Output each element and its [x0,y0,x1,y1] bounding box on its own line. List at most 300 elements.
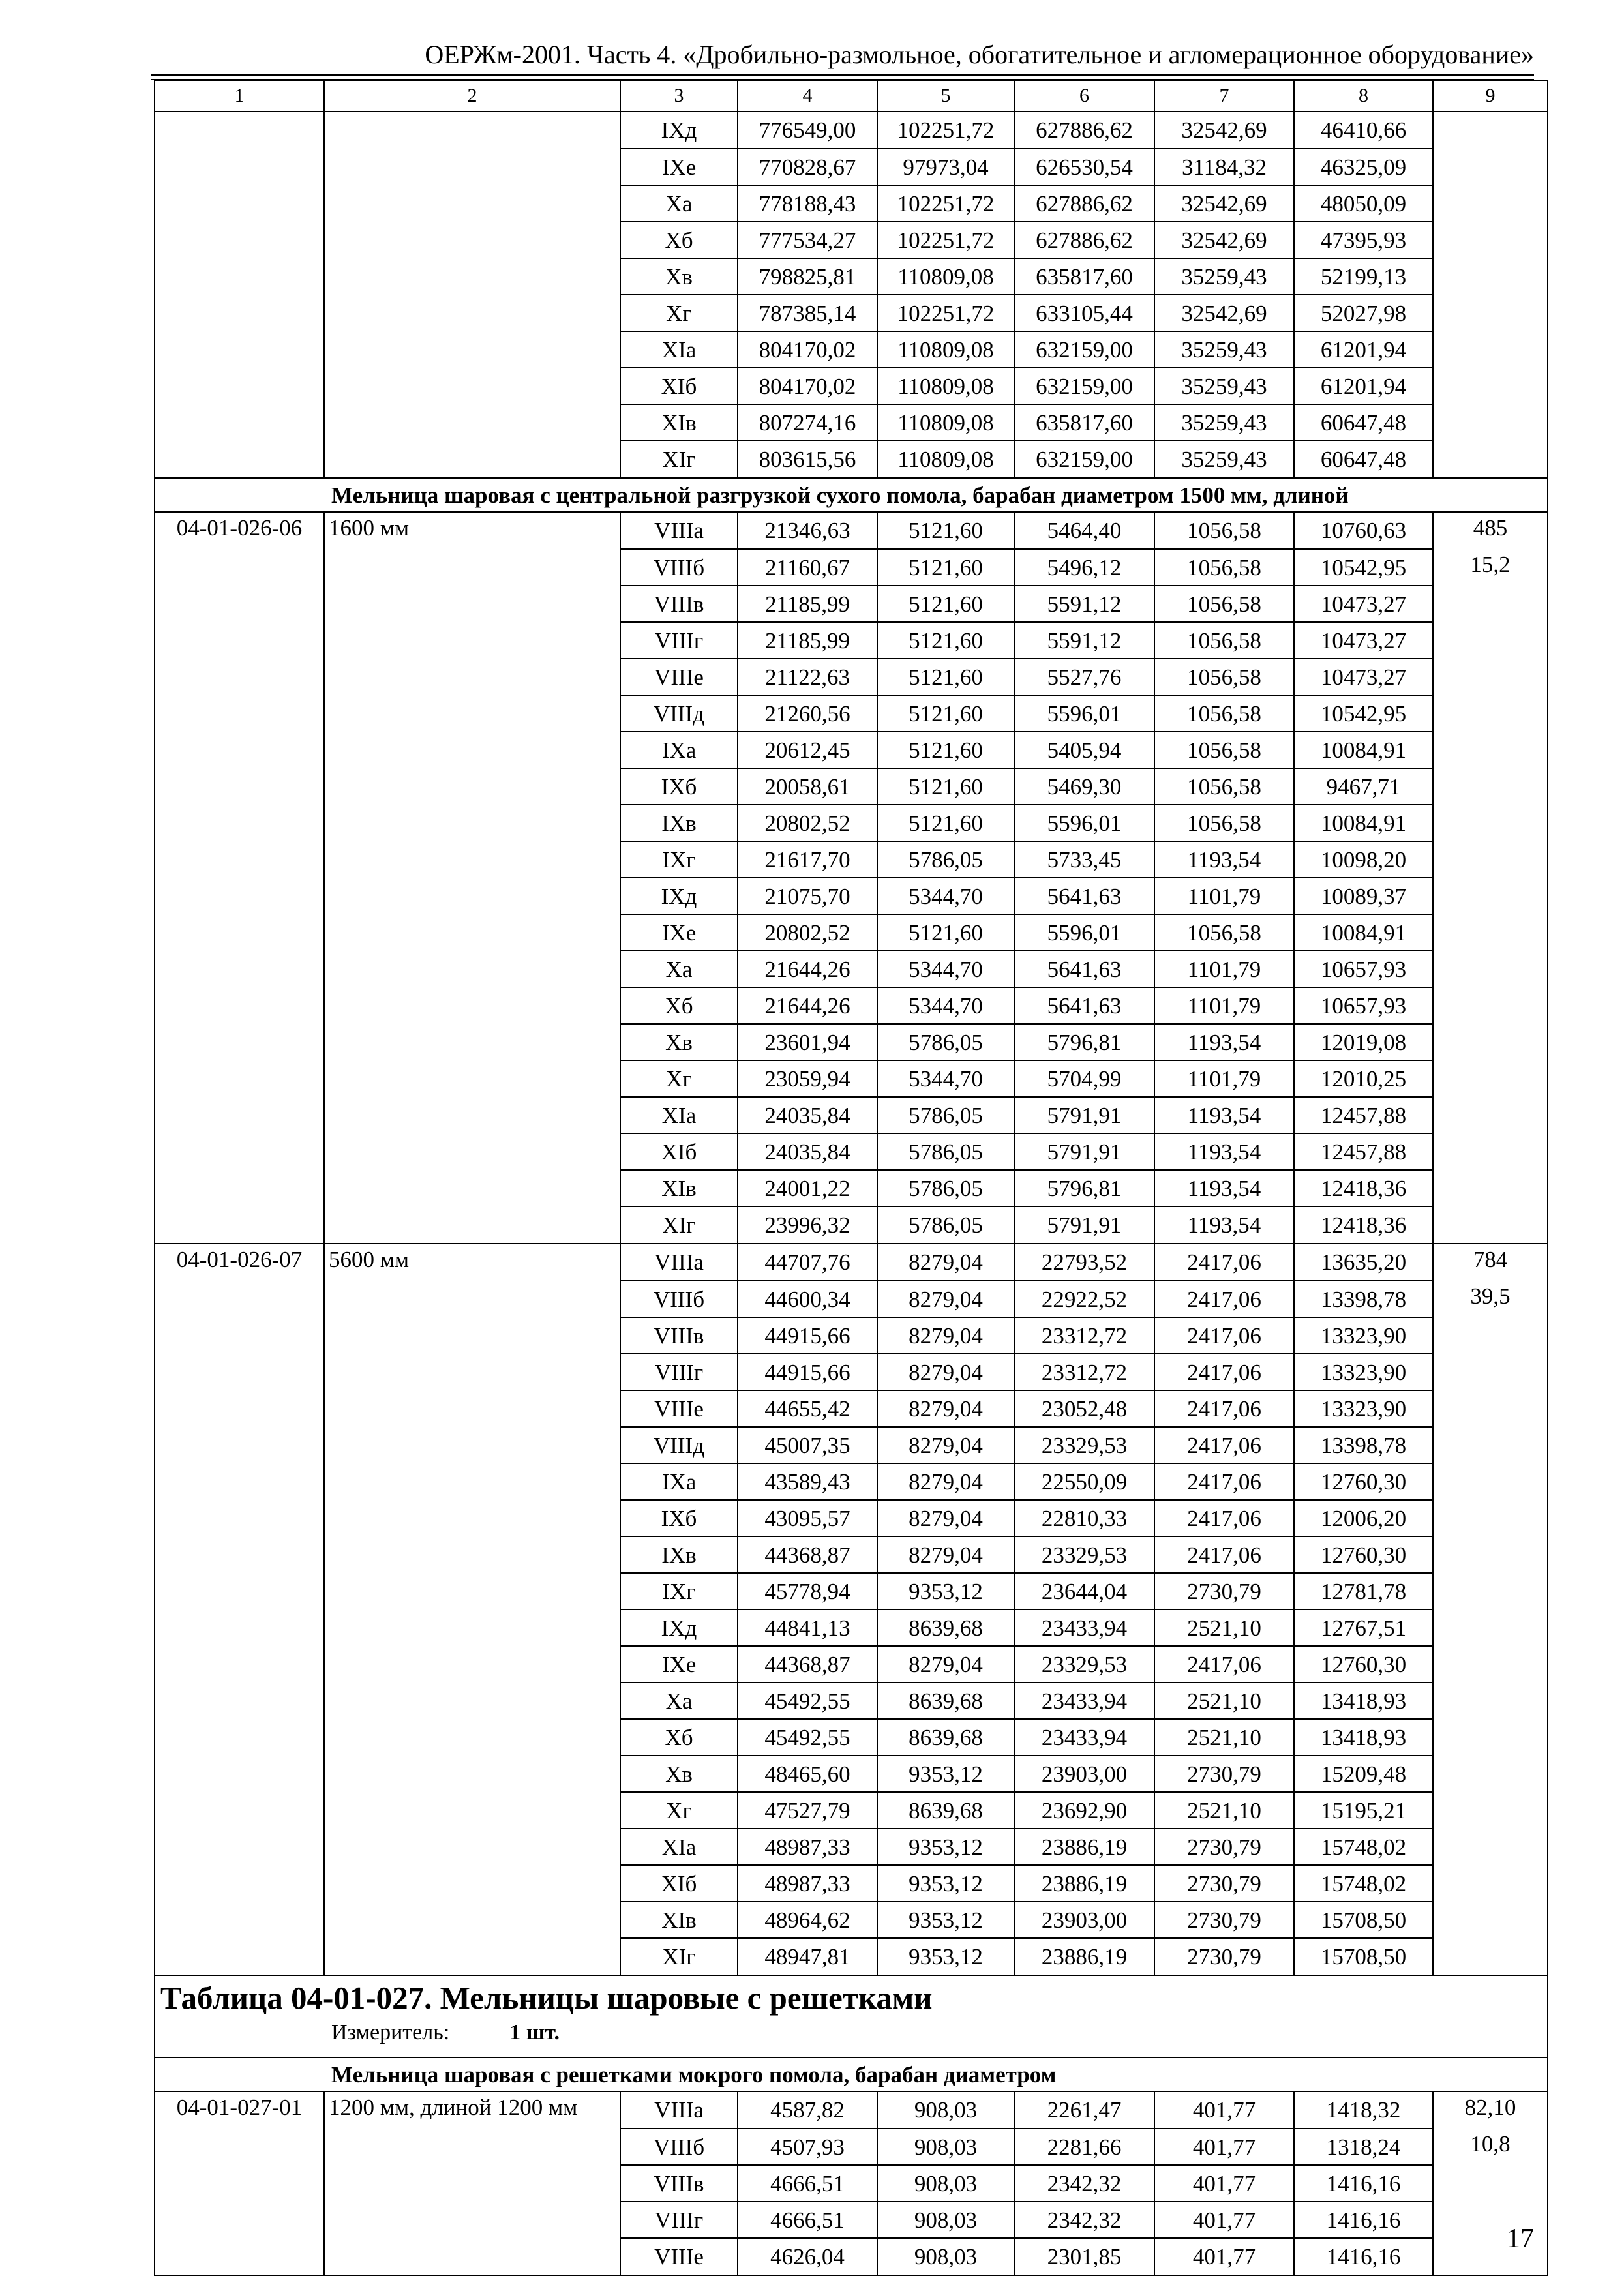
cost-value: 60647,48 [1294,404,1433,441]
cost-value: 12760,30 [1294,1463,1433,1500]
rate-name [324,112,620,478]
cost-value: 5121,60 [877,549,1014,586]
cost-value: 5791,91 [1014,1133,1154,1170]
cost-value: 2417,06 [1154,1390,1294,1427]
cost-value: 10084,91 [1294,732,1433,768]
cost-value: 23644,04 [1014,1573,1154,1609]
cost-value: 22922,52 [1014,1281,1154,1317]
column-number: 7 [1154,80,1294,112]
cost-value: 110809,08 [877,404,1014,441]
cost-value: 2417,06 [1154,1500,1294,1536]
cost-value: 8279,04 [877,1427,1014,1463]
cost-value: 777534,27 [738,222,877,258]
region-zone: VIIIг [620,2202,738,2238]
cost-value: 20802,52 [738,805,877,841]
cost-value: 22793,52 [1014,1244,1154,1281]
cost-value: 2301,85 [1014,2238,1154,2275]
cost-value: 23886,19 [1014,1938,1154,1975]
cost-value: 635817,60 [1014,258,1154,295]
region-zone: IXe [620,149,738,185]
cost-value: 61201,94 [1294,331,1433,368]
cost-value: 2521,10 [1154,1683,1294,1719]
cost-value: 10657,93 [1294,987,1433,1024]
cost-value: 13323,90 [1294,1354,1433,1390]
empty-cell [1433,1427,1548,1463]
region-zone: VIIIe [620,659,738,695]
header-rule [151,74,1534,76]
empty-cell [1433,112,1548,149]
cost-value: 2417,06 [1154,1281,1294,1317]
cost-value: 5641,63 [1014,987,1154,1024]
cost-value: 5121,60 [877,659,1014,695]
cost-value: 12019,08 [1294,1024,1433,1060]
region-zone: XIв [620,1902,738,1938]
region-zone: XIв [620,404,738,441]
cost-value: 21075,70 [738,878,877,914]
cost-value: 97973,04 [877,149,1014,185]
unit-label: Измеритель: [331,2020,450,2044]
cost-value: 12418,36 [1294,1170,1433,1206]
cost-value: 44915,66 [738,1317,877,1354]
region-zone: VIIIв [620,2165,738,2202]
cost-value: 8279,04 [877,1463,1014,1500]
region-zone: VIIIг [620,1354,738,1390]
cost-value: 1416,16 [1294,2165,1433,2202]
cost-value: 5405,94 [1014,732,1154,768]
cost-value: 401,77 [1154,2202,1294,2238]
empty-cell [1433,295,1548,331]
region-zone: XIa [620,1829,738,1865]
cost-value: 8639,68 [877,1609,1014,1646]
empty-cell [1433,1097,1548,1133]
cost-value: 9353,12 [877,1573,1014,1609]
region-zone: VIIIв [620,586,738,622]
cost-value: 110809,08 [877,258,1014,295]
cost-value: 47395,93 [1294,222,1433,258]
empty-cell [1433,1463,1548,1500]
cost-value: 12010,25 [1294,1060,1433,1097]
column-number: 4 [738,80,877,112]
cost-value: 9467,71 [1294,768,1433,805]
region-zone: VIIIe [620,1390,738,1427]
empty-cell [1433,1500,1548,1536]
cost-value: 44915,66 [738,1354,877,1390]
column-number: 2 [324,80,620,112]
cost-value: 1056,58 [1154,622,1294,659]
cost-value: 1318,24 [1294,2129,1433,2165]
cost-value: 2417,06 [1154,1427,1294,1463]
region-zone: Xв [620,258,738,295]
cost-value: 5796,81 [1014,1024,1154,1060]
cost-value: 24035,84 [738,1097,877,1133]
empty-cell [1433,1060,1548,1097]
column-number: 8 [1294,80,1433,112]
cost-value: 21160,67 [738,549,877,586]
cost-value: 5121,60 [877,622,1014,659]
cost-value: 8279,04 [877,1500,1014,1536]
cost-value: 401,77 [1154,2129,1294,2165]
cost-value: 4507,93 [738,2129,877,2165]
cost-value: 2342,32 [1014,2165,1154,2202]
cost-value: 2342,32 [1014,2202,1154,2238]
mass-value: 784 [1433,1244,1548,1281]
cost-value: 5596,01 [1014,695,1154,732]
cost-value: 5496,12 [1014,549,1154,586]
empty-cell [1433,1792,1548,1829]
cost-value: 12418,36 [1294,1206,1433,1244]
region-zone: Xв [620,1756,738,1792]
region-zone: IXб [620,768,738,805]
cost-value: 10473,27 [1294,659,1433,695]
cost-value: 5344,70 [877,878,1014,914]
empty-cell [1433,258,1548,295]
cost-value: 15209,48 [1294,1756,1433,1792]
cost-value: 1056,58 [1154,732,1294,768]
cost-value: 46325,09 [1294,149,1433,185]
empty-cell [1433,841,1548,878]
empty-cell [1433,1133,1548,1170]
region-zone: XIб [620,1133,738,1170]
cost-value: 803615,56 [738,441,877,478]
cost-value: 4587,82 [738,2091,877,2129]
cost-value: 1193,54 [1154,1206,1294,1244]
cost-value: 5469,30 [1014,768,1154,805]
cost-value: 23329,53 [1014,1427,1154,1463]
cost-value: 24035,84 [738,1133,877,1170]
cost-value: 23996,32 [738,1206,877,1244]
region-zone: XIa [620,331,738,368]
cost-value: 22810,33 [1014,1500,1154,1536]
empty-cell [1433,1206,1548,1244]
cost-value: 20058,61 [738,768,877,805]
cost-value: 1101,79 [1154,1060,1294,1097]
cost-value: 2730,79 [1154,1902,1294,1938]
cost-value: 5786,05 [877,1206,1014,1244]
cost-value: 5786,05 [877,1097,1014,1133]
cost-value: 23312,72 [1014,1317,1154,1354]
cost-value: 401,77 [1154,2238,1294,2275]
cost-value: 627886,62 [1014,222,1154,258]
rate-code: 04-01-026-06 [155,512,324,1244]
section-heading-row [155,478,1548,512]
cost-value: 5786,05 [877,841,1014,878]
cost-value: 10084,91 [1294,914,1433,951]
cost-value: 401,77 [1154,2091,1294,2129]
cost-value: 5464,40 [1014,512,1154,549]
cost-value: 8279,04 [877,1354,1014,1390]
table-title: Таблица 04-01-027. Мельницы шаровые с решетками [160,1980,933,2016]
cost-value: 12781,78 [1294,1573,1433,1609]
cost-value: 44368,87 [738,1536,877,1573]
empty-cell [1433,1573,1548,1609]
region-zone: XIб [620,368,738,404]
table-row [155,512,1548,549]
cost-value: 1193,54 [1154,1170,1294,1206]
cost-value: 48964,62 [738,1902,877,1938]
region-zone: IXб [620,1500,738,1536]
cost-value: 8279,04 [877,1646,1014,1683]
cost-value: 102251,72 [877,185,1014,222]
cost-value: 23433,94 [1014,1609,1154,1646]
cost-value: 10084,91 [1294,805,1433,841]
cost-value: 1101,79 [1154,878,1294,914]
mass-value: 485 [1433,512,1548,549]
region-zone: XIв [620,1170,738,1206]
cost-value: 23312,72 [1014,1354,1154,1390]
table-title-cell [155,1975,1548,2057]
table-body [155,80,1548,2275]
page-number: 17 [1507,2224,1534,2254]
region-zone: IXг [620,841,738,878]
cost-value: 15748,02 [1294,1865,1433,1902]
cost-value: 776549,00 [738,112,877,149]
cost-value: 2281,66 [1014,2129,1154,2165]
empty-cell [1433,1683,1548,1719]
region-zone: VIIIв [620,1317,738,1354]
cost-value: 20612,45 [738,732,877,768]
region-zone: XIa [620,1097,738,1133]
cost-value: 4666,51 [738,2202,877,2238]
cost-value: 32542,69 [1154,295,1294,331]
cost-value: 22550,09 [1014,1463,1154,1500]
cost-value: 2261,47 [1014,2091,1154,2129]
empty-cell [1433,695,1548,732]
rate-name: 5600 мм [324,1244,620,1975]
cost-value: 8639,68 [877,1719,1014,1756]
cost-value: 12767,51 [1294,1609,1433,1646]
cost-value: 23903,00 [1014,1756,1154,1792]
cost-value: 13398,78 [1294,1281,1433,1317]
cost-value: 1416,16 [1294,2238,1433,2275]
labor-value: 10,8 [1433,2129,1548,2165]
empty-cell [1433,768,1548,805]
empty-cell [1433,331,1548,368]
empty-cell [1433,1170,1548,1206]
cost-value: 24001,22 [738,1170,877,1206]
cost-value: 13418,93 [1294,1719,1433,1756]
cost-value: 5786,05 [877,1133,1014,1170]
cost-value: 60647,48 [1294,441,1433,478]
cost-value: 633105,44 [1014,295,1154,331]
cost-value: 1193,54 [1154,1097,1294,1133]
cost-value: 5121,60 [877,512,1014,549]
cost-value: 5786,05 [877,1170,1014,1206]
empty-cell [1433,185,1548,222]
cost-value: 770828,67 [738,149,877,185]
region-zone: Xв [620,1024,738,1060]
cost-value: 32542,69 [1154,222,1294,258]
cost-value: 5121,60 [877,914,1014,951]
cost-value: 8279,04 [877,1536,1014,1573]
cost-value: 10542,95 [1294,695,1433,732]
cost-value: 8279,04 [877,1317,1014,1354]
cost-value: 778188,43 [738,185,877,222]
region-zone: VIIIб [620,549,738,586]
region-zone: Xб [620,1719,738,1756]
cost-value: 1056,58 [1154,512,1294,549]
empty-cell [1433,951,1548,987]
cost-value: 35259,43 [1154,331,1294,368]
cost-value: 48050,09 [1294,185,1433,222]
cost-value: 21644,26 [738,951,877,987]
region-zone: XIг [620,441,738,478]
cost-value: 1193,54 [1154,1024,1294,1060]
region-zone: VIIIг [620,622,738,659]
cost-value: 46410,66 [1294,112,1433,149]
column-number: 6 [1014,80,1154,112]
cost-value: 2730,79 [1154,1938,1294,1975]
cost-value: 32542,69 [1154,112,1294,149]
cost-value: 43589,43 [738,1463,877,1500]
cost-value: 2730,79 [1154,1829,1294,1865]
empty-cell [1433,222,1548,258]
empty-cell [1433,1609,1548,1646]
cost-value: 1056,58 [1154,768,1294,805]
empty-cell [1433,149,1548,185]
empty-cell [1433,586,1548,622]
region-zone: Xa [620,951,738,987]
cost-value: 5344,70 [877,987,1014,1024]
cost-value: 102251,72 [877,112,1014,149]
cost-value: 401,77 [1154,2165,1294,2202]
section-heading: Мельница шаровая с центральной разгрузкой сухого помола, барабан диаметром 1500 мм, длиной [155,478,1548,512]
cost-value: 10098,20 [1294,841,1433,878]
cost-value: 5121,60 [877,768,1014,805]
cost-value: 5591,12 [1014,586,1154,622]
cost-value: 2730,79 [1154,1573,1294,1609]
cost-value: 1056,58 [1154,659,1294,695]
cost-value: 1056,58 [1154,586,1294,622]
cost-value: 5733,45 [1014,841,1154,878]
cost-value: 635817,60 [1014,404,1154,441]
cost-value: 32542,69 [1154,185,1294,222]
empty-cell [1433,659,1548,695]
cost-value: 48947,81 [738,1938,877,1975]
cost-value: 102251,72 [877,222,1014,258]
cost-value: 5791,91 [1014,1206,1154,1244]
cost-value: 908,03 [877,2202,1014,2238]
empty-cell [1433,1865,1548,1902]
cost-value: 1193,54 [1154,841,1294,878]
region-zone: Xг [620,295,738,331]
cost-value: 45007,35 [738,1427,877,1463]
region-zone: Xб [620,987,738,1024]
cost-value: 15708,50 [1294,1902,1433,1938]
cost-value: 44707,76 [738,1244,877,1281]
cost-value: 23433,94 [1014,1683,1154,1719]
region-zone: Xa [620,185,738,222]
empty-cell [1433,878,1548,914]
empty-cell [1433,1354,1548,1390]
region-zone: Xг [620,1060,738,1097]
table-row [155,2091,1548,2129]
region-zone: IXв [620,1536,738,1573]
empty-cell [1433,914,1548,951]
cost-value: 9353,12 [877,1865,1014,1902]
cost-value: 807274,16 [738,404,877,441]
cost-value: 31184,32 [1154,149,1294,185]
column-number: 9 [1433,80,1548,112]
cost-value: 43095,57 [738,1500,877,1536]
region-zone: IXг [620,1573,738,1609]
cost-value: 626530,54 [1014,149,1154,185]
cost-value: 10473,27 [1294,586,1433,622]
empty-cell [1433,622,1548,659]
empty-cell [1433,404,1548,441]
section-heading: Мельница шаровая с решетками мокрого помола, барабан диаметром [155,2057,1548,2091]
cost-value: 908,03 [877,2238,1014,2275]
cost-value: 20802,52 [738,914,877,951]
cost-value: 1101,79 [1154,951,1294,987]
cost-value: 2521,10 [1154,1792,1294,1829]
cost-value: 4666,51 [738,2165,877,2202]
cost-value: 21644,26 [738,987,877,1024]
empty-cell [1433,1536,1548,1573]
cost-value: 21346,63 [738,512,877,549]
cost-value: 45492,55 [738,1719,877,1756]
empty-cell [1433,805,1548,841]
cost-value: 13323,90 [1294,1317,1433,1354]
empty-cell [1433,441,1548,478]
cost-value: 44600,34 [738,1281,877,1317]
cost-value: 21122,63 [738,659,877,695]
cost-value: 12457,88 [1294,1097,1433,1133]
empty-cell [1433,1024,1548,1060]
cost-value: 10657,93 [1294,951,1433,987]
cost-value: 1193,54 [1154,1133,1294,1170]
cost-value: 908,03 [877,2129,1014,2165]
mass-value: 82,10 [1433,2091,1548,2129]
cost-value: 13635,20 [1294,1244,1433,1281]
cost-value: 48987,33 [738,1829,877,1865]
cost-value: 35259,43 [1154,258,1294,295]
cost-value: 5344,70 [877,951,1014,987]
cost-value: 787385,14 [738,295,877,331]
cost-value: 35259,43 [1154,368,1294,404]
cost-value: 8279,04 [877,1281,1014,1317]
cost-value: 5121,60 [877,805,1014,841]
cost-value: 5527,76 [1014,659,1154,695]
cost-value: 908,03 [877,2165,1014,2202]
cost-value: 110809,08 [877,368,1014,404]
cost-value: 35259,43 [1154,404,1294,441]
cost-value: 21260,56 [738,695,877,732]
cost-value: 8279,04 [877,1390,1014,1427]
cost-value: 804170,02 [738,368,877,404]
cost-value: 5596,01 [1014,914,1154,951]
cost-value: 4626,04 [738,2238,877,2275]
region-zone: VIIIa [620,1244,738,1281]
cost-value: 44655,42 [738,1390,877,1427]
cost-value: 9353,12 [877,1756,1014,1792]
cost-value: 44368,87 [738,1646,877,1683]
region-zone: VIIIб [620,1281,738,1317]
column-number: 5 [877,80,1014,112]
empty-cell [1433,732,1548,768]
rate-code: 04-01-026-07 [155,1244,324,1975]
empty-cell [1433,1902,1548,1938]
empty-cell [1433,368,1548,404]
cost-value: 23329,53 [1014,1646,1154,1683]
rates-table [154,80,1548,2276]
cost-value: 61201,94 [1294,368,1433,404]
page-header: ОЕРЖм-2001. Часть 4. «Дробильно-размольное, обогатительное и агломерационное оборудование» [425,40,1534,69]
cost-value: 10760,63 [1294,512,1433,549]
region-zone: Xa [620,1683,738,1719]
rate-code: 04-01-027-01 [155,2091,324,2275]
cost-value: 10542,95 [1294,549,1433,586]
cost-value: 47527,79 [738,1792,877,1829]
